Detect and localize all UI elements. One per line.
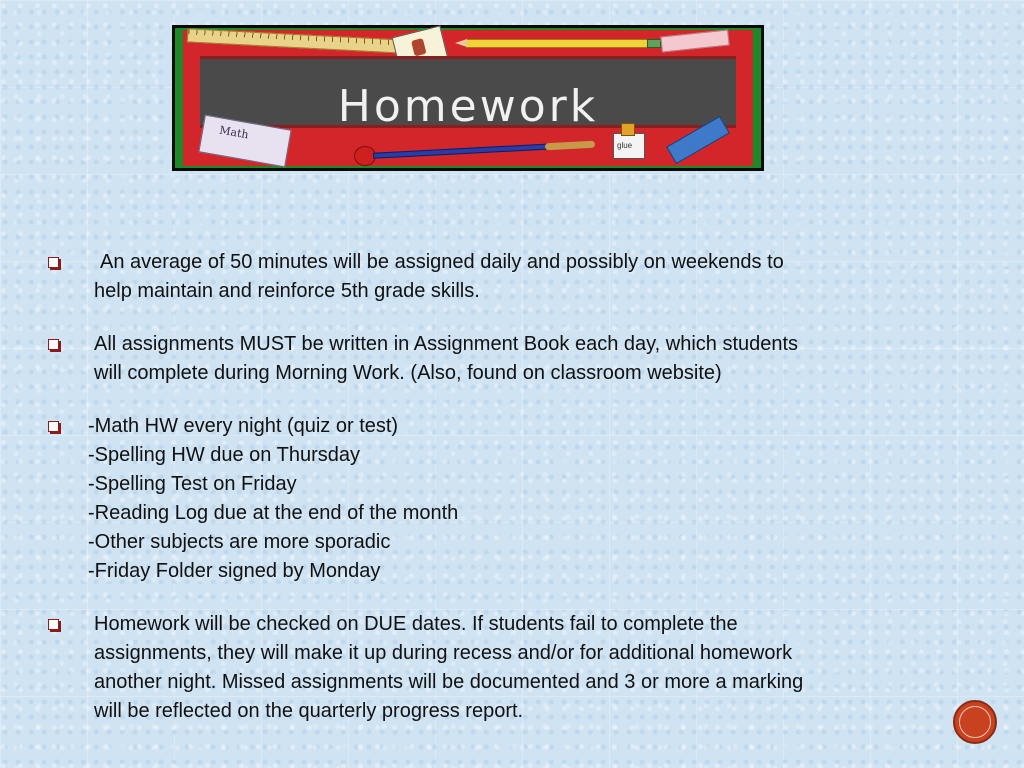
pencil-icon	[466, 39, 648, 48]
eraser-icon	[660, 29, 729, 52]
bullet-2-line-1: All assignments MUST be written in Assignment Book each day, which students	[94, 333, 799, 355]
bullet-2-line-2: will complete during Morning Work. (Also, found on classroom website)	[94, 362, 722, 384]
bullet-3-line-3: -Spelling Test on Friday	[88, 473, 297, 495]
bullet-3-line-4: -Reading Log due at the end of the month	[88, 502, 459, 524]
bullet-4-line-3: another night. Missed assignments will be documented and 3 or more a marking	[94, 671, 804, 693]
list-item	[38, 412, 964, 586]
list-item	[44, 610, 964, 726]
bullet-4-line-1: Homework will be checked on DUE dates. If students fail to complete the	[94, 613, 738, 635]
square-bullet-icon	[48, 421, 59, 432]
glue-cap-icon	[621, 123, 635, 136]
square-bullet-icon	[48, 339, 59, 350]
banner-red-frame	[183, 30, 753, 166]
bullet-1-line-2: help maintain and reinforce 5th grade skills.	[94, 280, 480, 302]
square-bullet-icon	[48, 619, 59, 630]
paintbrush-icon	[373, 143, 555, 159]
list-item	[44, 248, 964, 306]
bullet-4-line-2: assignments, they will make it up during recess and/or for additional homework	[94, 642, 793, 664]
bullet-3-line-2: -Spelling HW due on Thursday	[88, 444, 360, 466]
homework-banner	[172, 25, 764, 171]
bullet-4-line-4: will be reflected on the quarterly progress report.	[94, 700, 524, 722]
banner-title: Homework	[337, 81, 599, 132]
list-item	[44, 330, 964, 388]
brush-head-icon	[545, 141, 595, 151]
bullet-3-line-1: -Math HW every night (quiz or test)	[88, 415, 399, 437]
square-bullet-icon	[48, 257, 59, 268]
ruler-icon	[187, 28, 404, 53]
bullet-1-line-1: An average of 50 minutes will be assigned daily and possibly on weekends to	[100, 251, 784, 273]
chalkboard	[200, 56, 736, 132]
homework-list	[44, 248, 964, 750]
glue-bottle-icon	[613, 133, 645, 159]
slide-number-marker	[953, 700, 997, 744]
math-book-label: Math	[218, 123, 250, 142]
bullet-3-line-5: -Other subjects are more sporadic	[88, 531, 391, 553]
bullet-3-line-6: -Friday Folder signed by Monday	[88, 560, 381, 582]
glue-label: glue	[617, 141, 633, 150]
